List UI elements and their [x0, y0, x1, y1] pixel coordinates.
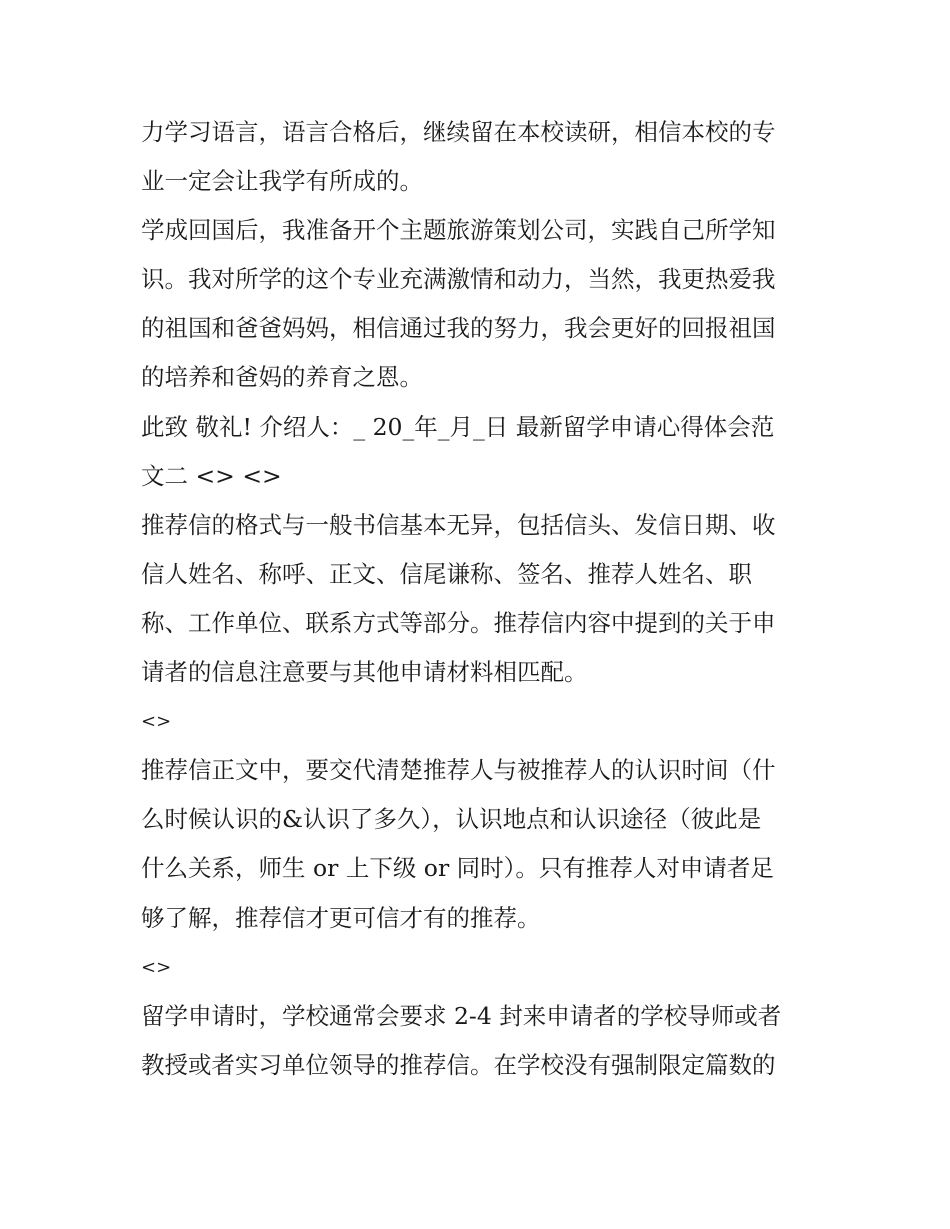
- text-line: 留学申请时，学校通常会要求 2-4 封来申请者的学校导师或者: [141, 1001, 782, 1030]
- text-line: 学成回国后，我准备开个主题旅游策划公司，实践自己所学知: [141, 216, 776, 245]
- text-line: 的祖国和爸爸妈妈，相信通过我的努力，我会更好的回报祖国: [141, 314, 776, 343]
- document-body: [141, 108, 831, 1090]
- placeholder-marker: <>: [141, 711, 172, 733]
- text-line: 的培养和爸妈的养育之恩。: [141, 363, 423, 392]
- text-line: 推荐信正文中，要交代清楚推荐人与被推荐人的认识时间（什: [141, 756, 776, 785]
- text-line: 什么关系，师生 or 上下级 or 同时）。只有推荐人对申请者足: [141, 854, 774, 883]
- text-line: 业一定会让我学有所成的。: [141, 167, 423, 196]
- text-line: 么时候认识的&认识了多久），认识地点和认识途径（彼此是: [141, 805, 762, 834]
- text-line: 推荐信的格式与一般书信基本无异，包括信头、发信日期、收: [141, 510, 776, 539]
- text-line: 识。我对所学的这个专业充满激情和动力，当然，我更热爱我: [141, 265, 776, 294]
- text-line: 称、工作单位、联系方式等部分。推荐信内容中提到的关于申: [141, 608, 776, 637]
- text-line: 文二 <> <>: [141, 461, 282, 490]
- text-line: 够了解，推荐信才更可信才有的推荐。: [141, 903, 541, 932]
- text-line: 力学习语言，语言合格后，继续留在本校读研，相信本校的专: [141, 118, 776, 146]
- text-line: 教授或者实习单位领导的推荐信。在学校没有强制限定篇数的: [141, 1050, 776, 1079]
- placeholder-marker: <>: [141, 956, 172, 978]
- text-line: 信人姓名、称呼、正文、信尾谦称、签名、推荐人姓名、职: [141, 559, 752, 588]
- text-line: 请者的信息注意要与其他申请材料相匹配。: [141, 658, 588, 687]
- text-line: 此致 敬礼! 介绍人：_ 20_年_月_日 最新留学申请心得体会范: [141, 412, 775, 441]
